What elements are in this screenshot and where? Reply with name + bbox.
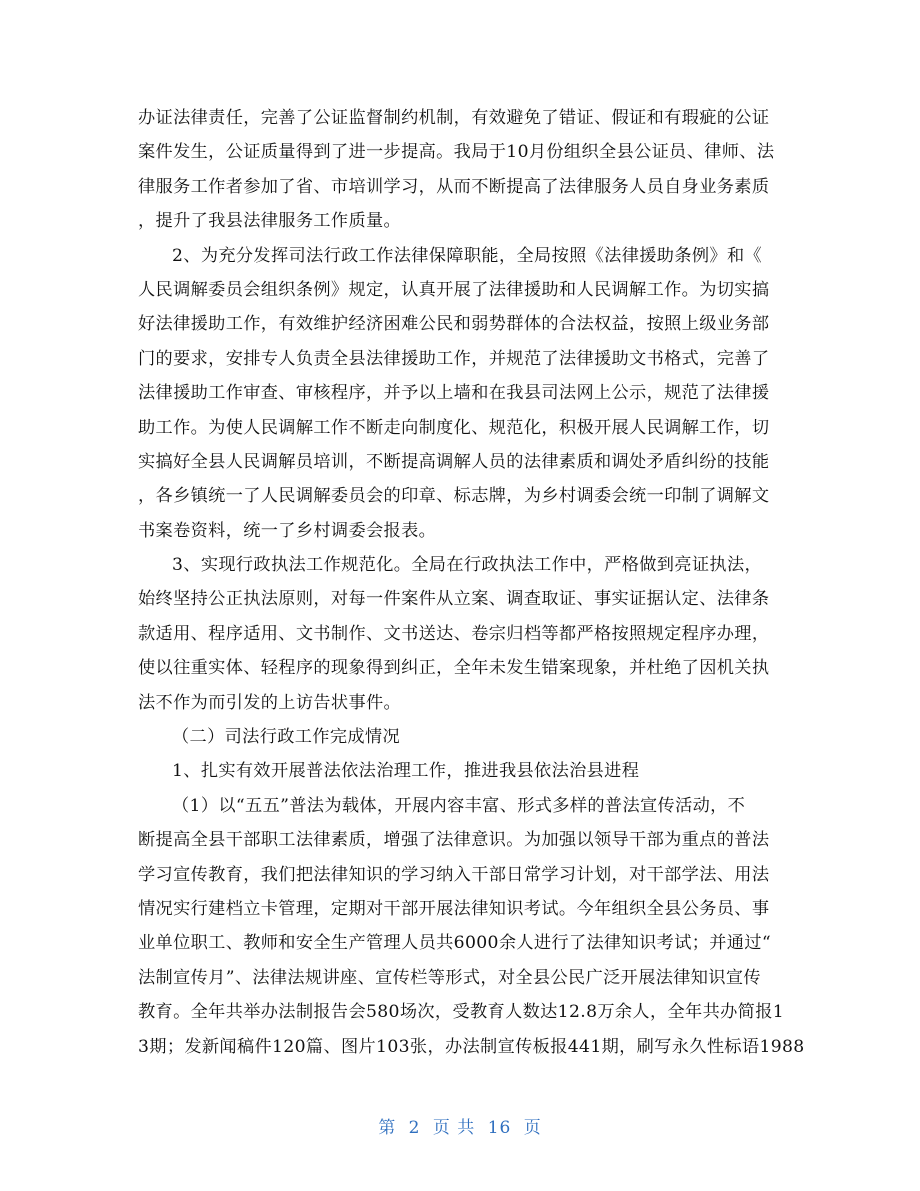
text-line: 学习宣传教育，我们把法律知识的学习纳入干部日常学习计划，对干部学法、用法 bbox=[138, 864, 770, 885]
paragraph-start-line: 2、为充分发挥司法行政工作法律保障职能，全局按照《法律援助条例》和《 bbox=[172, 245, 763, 266]
text-line: ，各乡镇统一了人民调解委员会的印章、标志牌，为乡村调委会统一印制了调解文 bbox=[138, 486, 770, 507]
paragraph-start-line: （1）以“五五”普法为载体，开展内容丰富、形式多样的普法宣传活动，不 bbox=[172, 795, 746, 816]
subsection-heading: 1、扎实有效开展普法依法治理工作，推进我县依法治县进程 bbox=[172, 761, 640, 782]
text-line: 始终坚持公正执法原则，对每一件案件从立案、调查取证、事实证据认定、法律条 bbox=[138, 589, 770, 610]
text-line: 断提高全县干部职工法律素质，增强了法律意识。为加强以领导干部为重点的普法 bbox=[138, 830, 770, 851]
footer-middle: 页 共 bbox=[432, 1118, 476, 1138]
text-line: 人民调解委员会组织条例》规定，认真开展了法律援助和人民调解工作。为切实搞 bbox=[138, 279, 770, 300]
text-line: 使以往重实体、轻程序的现象得到纠正，全年未发生错案现象，并杜绝了因机关执 bbox=[138, 658, 770, 679]
text-line: 3期；发新闻稿件120篇、图片103张，办法制宣传板报441期，刷写永久性标语1988 bbox=[138, 1036, 805, 1057]
text-line: 门的要求，安排专人负责全县法律援助工作，并规范了法律援助文书格式，完善了 bbox=[138, 348, 770, 369]
page-number: 2 bbox=[408, 1118, 421, 1138]
text-line: 书案卷资料，统一了乡村调委会报表。 bbox=[138, 520, 437, 541]
page-footer bbox=[0, 1113, 920, 1138]
footer-suffix: 页 bbox=[523, 1118, 542, 1138]
text-line: 律服务工作者参加了省、市培训学习，从而不断提高了法律服务人员自身业务素质 bbox=[138, 176, 770, 197]
text-line: ，提升了我县法律服务工作质量。 bbox=[138, 211, 402, 232]
total-pages: 16 bbox=[487, 1118, 512, 1138]
text-line: 好法律援助工作，有效维护经济困难公民和弱势群体的合法权益，按照上级业务部 bbox=[138, 314, 770, 335]
document-body bbox=[138, 101, 805, 1064]
text-line: 法律援助工作审查、审核程序，并予以上墙和在我县司法网上公示，规范了法律援 bbox=[138, 383, 770, 404]
text-line: 法不作为而引发的上访告状事件。 bbox=[138, 692, 402, 713]
text-line: 办证法律责任，完善了公证监督制约机制，有效避免了错证、假证和有瑕疵的公证 bbox=[138, 108, 770, 128]
text-line: 款适用、程序适用、文书制作、文书送达、卷宗归档等都严格按照规定程序办理， bbox=[138, 623, 770, 644]
section-heading: （二）司法行政工作完成情况 bbox=[172, 727, 400, 748]
text-line: 助工作。为使人民调解工作不断走向制度化、规范化，积极开展人民调解工作，切 bbox=[138, 417, 770, 438]
text-line: 业单位职工、教师和安全生产管理人员共6000余人进行了法律知识考试；并通过“ bbox=[138, 933, 772, 954]
text-line: 教育。全年共举办法制报告会580场次，受教育人数达12.8万余人，全年共办简报1 bbox=[138, 1002, 785, 1023]
paragraph-start-line: 3、实现行政执法工作规范化。全局在行政执法工作中，严格做到亮证执法， bbox=[172, 555, 763, 576]
text-line: 法制宣传月”、法律法规讲座、宣传栏等形式，对全县公民广泛开展法律知识宣传 bbox=[138, 967, 761, 988]
text-line: 案件发生，公证质量得到了进一步提高。我局于10月份组织全县公证员、律师、法 bbox=[138, 142, 775, 163]
text-line: 实搞好全县人民调解员培训，不断提高调解人员的法律素质和调处矛盾纠纷的技能 bbox=[138, 451, 770, 472]
text-line: 情况实行建档立卡管理，定期对干部开展法律知识考试。今年组织全县公务员、事 bbox=[138, 898, 770, 919]
footer-prefix: 第 bbox=[378, 1118, 397, 1138]
